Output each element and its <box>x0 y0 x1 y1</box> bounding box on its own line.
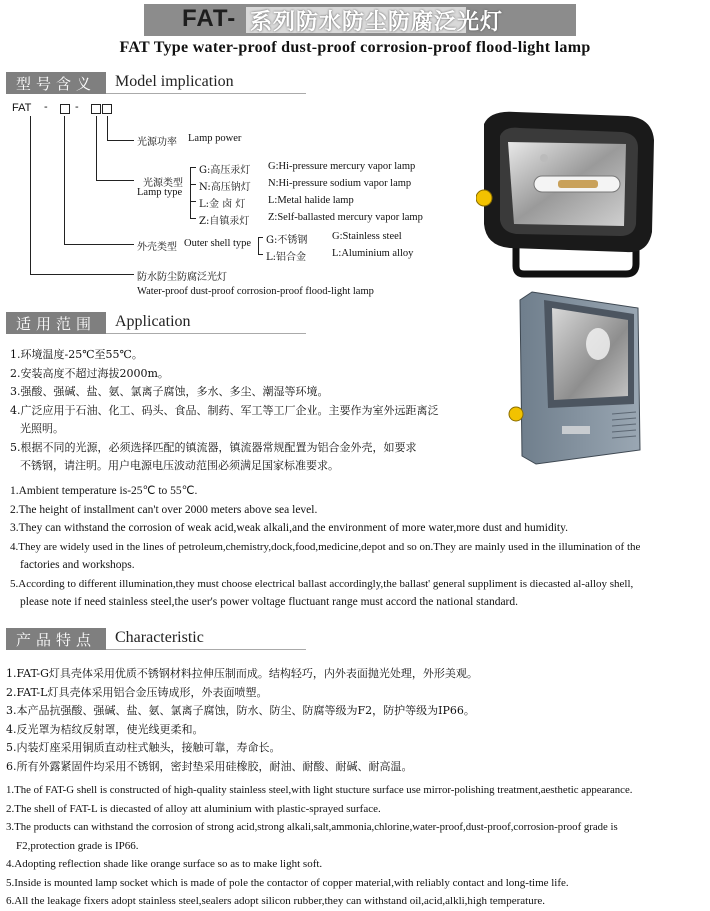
lamp-type-n-cn: N:高压钠灯 <box>199 182 251 193</box>
list-item: 5.根据不同的光源，必须选择匹配的镇流器，镇流器常规配置为铝合金外壳，如要求 <box>10 440 417 454</box>
connector-product-h <box>30 274 134 275</box>
list-item: 5.内装灯座采用铜质直动柱式触头，接触可靠，寿命长。 <box>6 741 281 754</box>
model-diagram <box>0 98 460 308</box>
lamp-type-g-cn: G:高压汞灯 <box>199 165 251 176</box>
section-application-header <box>6 312 326 334</box>
section-application-en: Application <box>115 313 191 330</box>
floodlight-grey-image <box>508 286 648 468</box>
bracket-tick <box>190 184 196 185</box>
list-item: F2,protection grade is IP66. <box>16 839 139 852</box>
list-item: 2.The height of installment can't over 2000 meters above sea level. <box>10 503 318 516</box>
list-item: 1.The of FAT-G shell is constructed of high-quality stainless steel,with light stucture surface use mirror-polishing treatment,aesthetic appearance. <box>6 784 633 796</box>
bracket-tick <box>258 237 263 238</box>
lamp-type-box <box>91 104 101 114</box>
title-chinese: 系列防水防尘防腐泛光灯 <box>250 10 504 35</box>
section-model-cn: 型号含义 <box>16 75 97 93</box>
shell-type-l-cn: L:铝合金 <box>266 252 307 263</box>
model-code-dash-2: - <box>75 101 79 113</box>
section-underline <box>106 93 306 94</box>
floodlight-black-image <box>476 106 662 278</box>
title-bar <box>144 4 576 36</box>
shell-type-bracket <box>258 237 259 254</box>
shell-type-g-en: G:Stainless steel <box>332 231 402 242</box>
model-code-prefix: FAT <box>12 102 32 114</box>
list-item: 2.FAT-L灯具壳体采用铝合金压铸成形，外表面喷塑。 <box>6 685 268 699</box>
list-item: 光照明。 <box>20 422 64 435</box>
lamp-type-z-cn: Z:自镇汞灯 <box>199 216 250 227</box>
model-code-dash-1: - <box>44 101 48 113</box>
list-item: factories and workshops. <box>20 559 135 571</box>
list-item: 4.反光罩为桔纹反射罩，使光线更柔和。 <box>6 722 204 736</box>
lamp-type-g-en: G:Hi-pressure mercury vapor lamp <box>268 161 416 172</box>
characteristic-list-cn <box>6 665 606 776</box>
lamp-type-bracket <box>190 167 191 218</box>
shell-type-g-cn: G:不锈钢 <box>266 235 308 246</box>
lamp-power-box <box>102 104 112 114</box>
bracket-tick <box>190 218 196 219</box>
section-model-en: Model implication <box>115 73 234 90</box>
list-item: 3.The products can withstand the corrosion of strong acid,strong alkali,salt,ammonia,chlorine,water-proof,dust-proof,corrosion-proof grade is <box>6 821 618 833</box>
list-item: 6.所有外露紧固件均采用不锈钢，密封垫采用硅橡胶，耐油、耐酸、耐碱、耐高温。 <box>6 759 413 773</box>
lamp-type-cn: 光源类型 <box>143 178 183 189</box>
connector-lamptype-h <box>96 180 134 181</box>
lamp-type-z-en: Z:Self-ballasted mercury vapor lamp <box>268 212 423 223</box>
subtitle: FAT Type water-proof dust-proof corrosion-proof flood-light lamp <box>119 39 591 56</box>
list-item: 3.强酸、强碱、盐、氨、氯离子腐蚀，多水、多尘、潮湿等环境。 <box>10 385 329 398</box>
lamp-power-cn: 光源功率 <box>137 137 177 148</box>
shell-type-l-en: L:Aluminium alloy <box>332 248 414 259</box>
list-item: 1.FAT-G灯具壳体采用优质不锈钢材料拉伸压制而成。结构轻巧，内外表面抛光处理，外形美观。 <box>6 667 478 680</box>
product-en: Water-proof dust-proof corrosion-proof flood-light lamp <box>137 286 374 297</box>
list-item: 5.According to different illumination,they must choose electrical ballast accordingly,the ballast' general suppliment is diecasted al-alloy shell, <box>10 577 634 590</box>
list-item: 5.Inside is mounted lamp socket which is made of pole the contactor of copper material,with reliably contact and long-time life. <box>6 876 569 889</box>
section-underline <box>106 649 306 650</box>
connector-lamptype <box>96 116 97 180</box>
bracket-tick <box>190 167 196 168</box>
shell-type-cn: 外壳类型 <box>137 242 177 253</box>
list-item: please note if need stainless steel,the user's power voltage fluctuant range must accord the national standard. <box>20 596 518 608</box>
lamp-type-l-cn: L:金 卤 灯 <box>199 199 246 210</box>
section-underline <box>106 333 306 334</box>
bracket-tick <box>190 201 196 202</box>
section-characteristic-en: Characteristic <box>115 629 204 646</box>
lamp-type-l-en: L:Metal halide lamp <box>268 195 354 206</box>
bracket-tick <box>258 254 263 255</box>
connector-power-h <box>107 140 134 141</box>
list-item: 3.本产品抗强酸、强碱、盐、氨、氯离子腐蚀，防水、防尘、防腐等级为F2，防护等级为IP66。 <box>6 704 475 717</box>
lamp-type-en: Lamp type <box>137 187 183 198</box>
connector-product <box>30 116 31 274</box>
connector-shell-h <box>64 244 134 245</box>
application-list-en <box>10 482 708 612</box>
connector-power <box>107 116 108 140</box>
shell-type-box <box>60 104 70 114</box>
list-item: 6.All the leakage fixers adopt stainless steel,sealers adopt silicon rubber,they can withstand oil,acid,alkli,high temperature. <box>6 895 546 907</box>
shell-type-en: Outer shell type <box>184 238 252 249</box>
lamp-power-en: Lamp power <box>188 133 242 144</box>
section-characteristic-header <box>6 628 326 650</box>
lamp-type-n-en: N:Hi-pressure sodium vapor lamp <box>268 178 412 189</box>
characteristic-list-en <box>6 781 706 911</box>
list-item: 4.广泛应用于石油、化工、码头、食品、制药、军工等工厂企业。主要作为室外远距离泛 <box>10 403 439 417</box>
list-item: 2.The shell of FAT-L is diecasted of alloy att aluminium with plastic-sprayed surface. <box>6 802 381 815</box>
list-item: 2.安装高度不超过海拔2000m。 <box>10 366 169 380</box>
list-item: 不锈钢，请注明。用户电源电压波动范围必须满足国家标准要求。 <box>20 459 339 472</box>
list-item: 1.环境温度-25℃至55℃。 <box>10 348 143 361</box>
list-item: 4.Adopting reflection shade like orange surface so as to make light soft. <box>6 858 323 870</box>
title-prefix: FAT- <box>182 5 237 32</box>
list-item: 4.They are widely used in the lines of petroleum,chemistry,dock,food,medicine,depot and so on.They are mainly used in the illumination of the <box>10 540 641 553</box>
product-cn: 防水防尘防腐泛光灯 <box>137 272 227 283</box>
section-model-header <box>6 72 326 94</box>
section-characteristic-cn: 产品特点 <box>16 631 97 649</box>
application-list-cn <box>10 346 510 476</box>
section-application-cn: 适用范围 <box>16 315 97 333</box>
list-item: 3.They can withstand the corrosion of weak acid,weak alkali,and the environment of more water,more dust and humidity. <box>10 522 568 534</box>
list-item: 1.Ambient temperature is-25℃ to 55℃. <box>10 485 198 497</box>
connector-shell <box>64 116 65 244</box>
